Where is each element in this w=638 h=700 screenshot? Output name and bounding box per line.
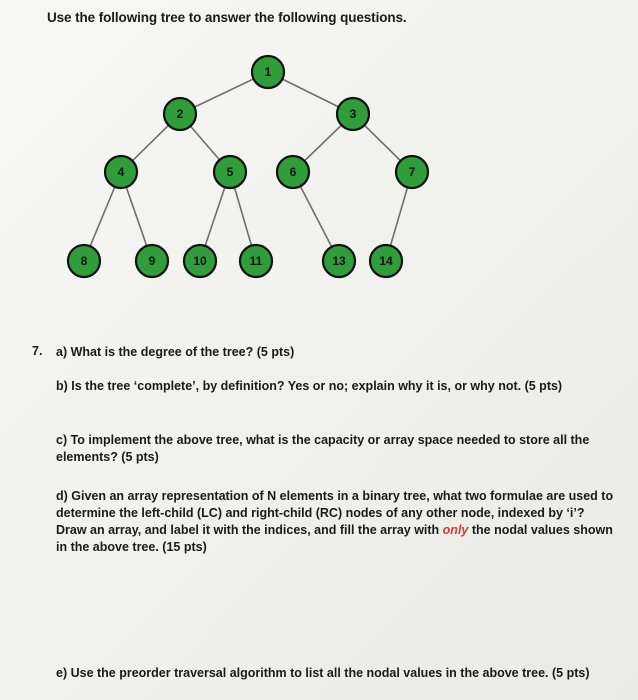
- tree-node-label: 1: [264, 65, 272, 79]
- question-7c: c) To implement the above tree, what is the capacity or array space needed to store all the elements? (5 pts): [56, 433, 590, 464]
- tree-node-label: 8: [80, 254, 88, 268]
- tree-node-4: [105, 156, 137, 188]
- tree-node-label: 10: [193, 254, 207, 268]
- tree-node-14: [370, 245, 402, 277]
- tree-node-label: 7: [408, 165, 416, 179]
- tree-node-label: 6: [289, 165, 297, 179]
- tree-node-9: [136, 245, 168, 277]
- tree-node-8: [68, 245, 100, 277]
- tree-node-5: [214, 156, 246, 188]
- tree-nodes: [68, 56, 428, 277]
- binary-tree-diagram: [0, 0, 638, 300]
- tree-node-11: [240, 245, 272, 277]
- question-7d-text-end: the nodal values shown in the above tree. (15 pts): [56, 523, 613, 554]
- question-number: 7.: [32, 344, 43, 358]
- question-7e: e) Use the preorder traversal algorithm to list all the nodal values in the above tree. (5 pts): [56, 666, 590, 680]
- tree-node-1: [252, 56, 284, 88]
- tree-node-7: [396, 156, 428, 188]
- tree-node-label: 14: [379, 254, 393, 268]
- question-7a: a) What is the degree of the tree? (5 pts): [56, 345, 295, 359]
- question-7b: b) Is the tree ‘complete’, by definition? Yes or no; explain why it is, or why not. (5 pts): [56, 379, 563, 393]
- tree-node-6: [277, 156, 309, 188]
- tree-node-label: 9: [148, 254, 156, 268]
- question-7d-text: d) Given an array representation of N elements in a binary tree, what two formulae are used to determine the left-child (LC) and right-child (RC) nodes of any other node, indexed by ‘i’? Draw an array, and label it with the indices, and fill the array with: [56, 489, 614, 537]
- tree-node-label: 13: [332, 254, 346, 268]
- tree-node-2: [164, 98, 196, 130]
- tree-node-label: 2: [176, 107, 184, 121]
- tree-node-13: [323, 245, 355, 277]
- tree-node-label: 11: [249, 254, 263, 268]
- tree-node-label: 5: [226, 165, 234, 179]
- tree-node-10: [184, 245, 216, 277]
- question-7d-emphasis: only: [442, 523, 469, 537]
- tree-node-label: 3: [349, 107, 357, 121]
- instructions-heading: Use the following tree to answer the following questions.: [47, 10, 407, 25]
- tree-node-label: 4: [117, 165, 125, 179]
- question-7d: [56, 488, 616, 556]
- tree-node-3: [337, 98, 369, 130]
